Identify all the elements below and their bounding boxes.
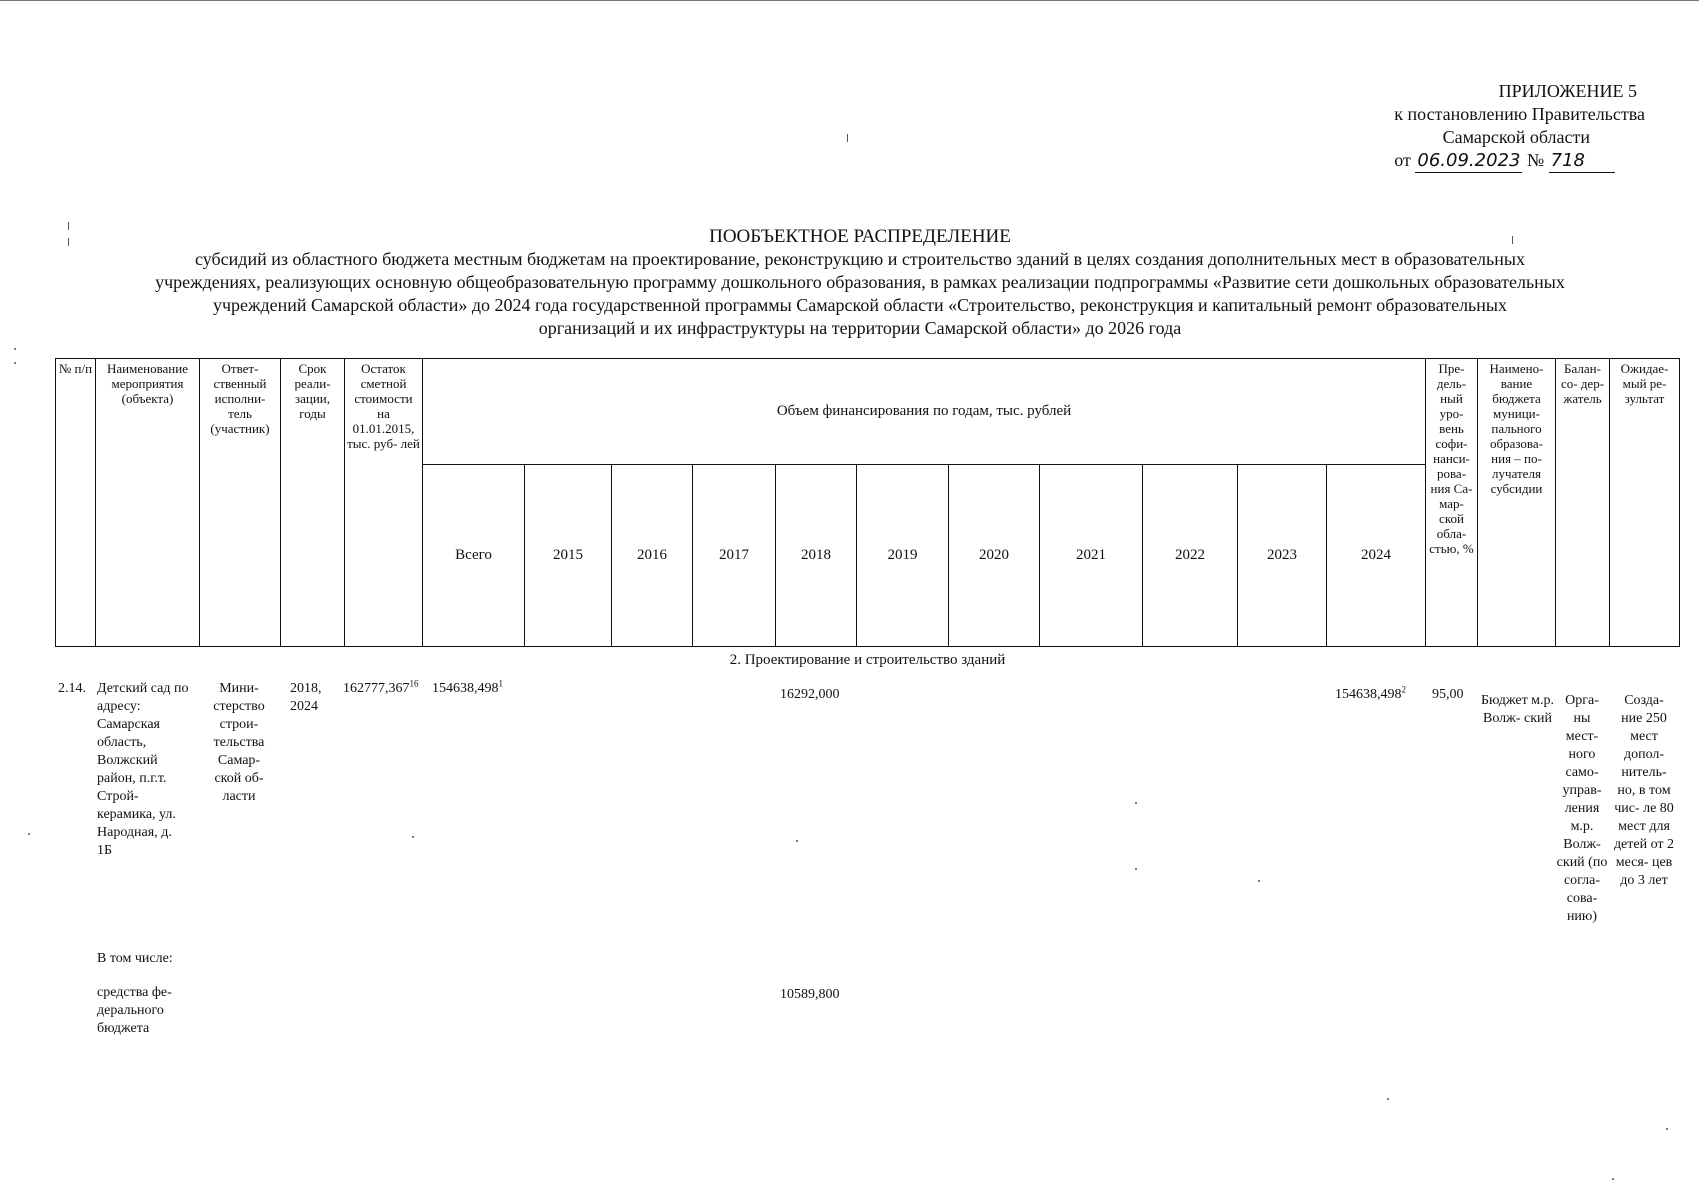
scan-speck <box>1135 802 1137 804</box>
row-total <box>432 680 503 698</box>
number-prefix: № <box>1526 150 1545 170</box>
annex-date-line <box>1394 149 1645 173</box>
handwritten-number: 718 <box>1549 149 1615 173</box>
annex-line-3: Самарской области <box>1442 127 1590 147</box>
year-col-2018: 2018 <box>776 465 857 647</box>
year-col-2024: 2024 <box>1327 465 1426 647</box>
handwritten-date: 06.09.2023 <box>1417 150 1521 171</box>
year-col-2019: 2019 <box>857 465 949 647</box>
including-label: В том числе: <box>97 951 173 966</box>
row-2018: 16292,000 <box>780 687 840 702</box>
top-border-line <box>0 0 1699 1</box>
section-title: 2. Проектирование и строительство зданий <box>729 652 1006 668</box>
remainder-value: 162777,367 <box>343 681 410 696</box>
scan-mark <box>68 222 69 230</box>
row-remainder <box>343 680 419 698</box>
year-col-2023: 2023 <box>1238 465 1327 647</box>
year-col-2020: 2020 <box>949 465 1040 647</box>
date-prefix: от <box>1394 150 1411 170</box>
row-name: Детский сад по адресу: Самарская область, Волжский район, п.г.т. Строй- керамика, ул. Народная, д. 1Б <box>97 681 189 858</box>
annex-title: ПРИЛОЖЕНИЕ 5 <box>1498 81 1637 101</box>
total-value: 154638,498 <box>432 681 499 696</box>
header-holder: Балан- со- дер- жатель <box>1556 359 1610 647</box>
year-col-total: Всего <box>423 465 525 647</box>
title-line-2: учреждениях, реализующих основную общеобразовательную программу дошкольного образования, в рамках реализации подпрограммы «Развитие сети дошкольных образовательных <box>155 272 1565 292</box>
year-col-2022: 2022 <box>1143 465 1238 647</box>
scan-speck <box>28 833 30 835</box>
year-col-2017: 2017 <box>693 465 776 647</box>
header-budget-name: Наимено- вание бюджета муници- пального образова- ния – по- лучателя субсидии <box>1478 359 1556 647</box>
scan-speck <box>412 836 414 838</box>
scan-mark <box>1512 236 1513 244</box>
year-col-2015: 2015 <box>525 465 612 647</box>
row-term: 2018, 2024 <box>290 681 322 714</box>
document-title <box>60 225 1660 340</box>
scan-mark <box>847 134 848 142</box>
header-result: Ожидае- мый ре- зультат <box>1610 359 1680 647</box>
row-budget-name: Бюджет м.р. Волж- ский <box>1480 693 1555 726</box>
annex-header <box>1394 80 1645 173</box>
scan-speck <box>1612 1178 1614 1180</box>
annex-line-2: к постановлению Правительства <box>1394 104 1645 124</box>
row-holder: Орга- ны мест- ного само- управ- ления м.р. Волж- ский (по согла- сова- нию) <box>1556 693 1608 924</box>
scan-speck <box>14 362 16 364</box>
row-result: Созда- ние 250 мест допол- нитель- но, в том чис- ле 80 мест для детей от 2 меся- цев до 3 лет <box>1613 693 1675 888</box>
scan-speck <box>1387 1098 1389 1100</box>
row-executor: Мини- стерство строи- тельства Самар- ской об- ласти <box>213 681 265 804</box>
scan-speck <box>14 348 16 350</box>
federal-budget-label: средства фе- дерального бюджета <box>97 985 172 1036</box>
year-col-2021: 2021 <box>1040 465 1143 647</box>
header-name: Наименование мероприятия (объекта) <box>96 359 200 647</box>
header-term: Срок реали- зации, годы <box>281 359 345 647</box>
title-line-4: организаций и их инфраструктуры на территории Самарской области» до 2026 года <box>538 318 1182 338</box>
distribution-table-header <box>55 358 1680 647</box>
row-2024 <box>1335 686 1406 704</box>
header-volume: Объем финансирования по годам, тыс. рублей <box>423 359 1426 465</box>
y2024-value: 154638,498 <box>1335 687 1402 702</box>
title-line-1: субсидий из областного бюджета местным бюджетам на проектирование, реконструкцию и строительство зданий в целях создания дополнительных мест в образовательных <box>195 249 1525 269</box>
title-heading: ПООБЪЕКТНОЕ РАСПРЕДЕЛЕНИЕ <box>709 226 1011 247</box>
year-col-2016: 2016 <box>612 465 693 647</box>
federal-2018: 10589,800 <box>780 987 840 1002</box>
header-executor: Ответ- ственный исполни- тель (участник) <box>200 359 281 647</box>
row-cofinancing: 95,00 <box>1432 687 1464 702</box>
scan-speck <box>1258 880 1260 882</box>
header-remainder: Остаток сметной стоимости на 01.01.2015, тыс. руб- лей <box>345 359 423 647</box>
header-cofinancing: Пре- дель- ный уро- вень софи- нанси- рова- ния Са- мар- ской обла- стью, % <box>1426 359 1478 647</box>
header-num: № п/п <box>56 359 96 647</box>
scan-mark <box>68 238 69 246</box>
row-num: 2.14. <box>58 681 86 696</box>
y2024-footnote: 2 <box>1401 684 1406 695</box>
total-footnote: 1 <box>498 678 503 689</box>
remainder-footnote: 16 <box>409 678 419 689</box>
scan-speck <box>796 840 798 842</box>
title-line-3: учреждений Самарской области» до 2024 года государственной программы Самарской области «Строительство, реконструкция и капитальный ремонт образовательных <box>212 295 1507 315</box>
scan-speck <box>1135 868 1137 870</box>
scan-speck <box>1666 1128 1668 1130</box>
